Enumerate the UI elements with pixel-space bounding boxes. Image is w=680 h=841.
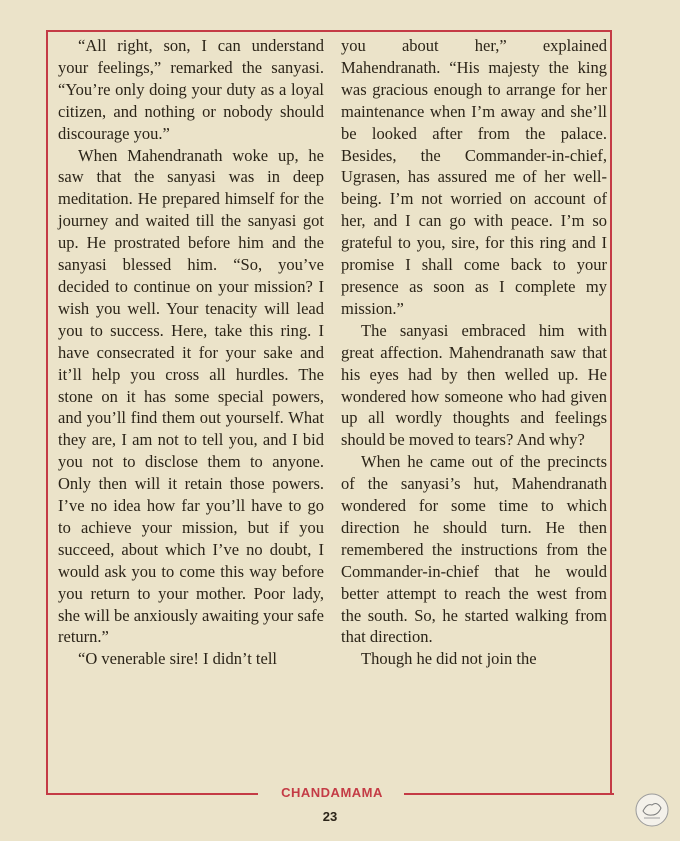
paragraph: “All right, son, I can understand your feelings,” remarked the sanyasi. “You’re only doing your duty as a loyal citizen, and nothing or nobody should discourage you.” <box>58 36 324 143</box>
right-text-column <box>341 35 607 670</box>
footer-rule-left <box>46 793 258 795</box>
magazine-name: CHANDAMAMA <box>281 785 383 800</box>
paragraph: “O venerable sire! I didn’t tell <box>78 649 277 669</box>
paragraph: When he came out of the precincts of the sanyasi’s hut, Mahendranath wondered for some time to which direction he should turn. He then remembered the instructions from the Commander-in-chief that he would better attempt to reach the west from the south. So, he started walking from that direction. <box>341 452 607 647</box>
page-number: 23 <box>322 809 338 824</box>
library-stamp-icon <box>634 792 670 828</box>
paragraph: Though he did not join the <box>361 649 537 669</box>
paragraph: The sanyasi embraced him with great affection. Mahendranath saw that his eyes had by then welled up. He wondered how someone who had given up all wordly thoughts and feelings should be moved to tears? And why? <box>341 320 607 450</box>
paragraph: you about her,” explained Mahendranath. “His majesty the king was gracious enough to arrange for her maintenance when I’m away and she’ll be looked after from the palace. Besides, the Commander-in-chief, Ugrasen, has assured me of her well-being. I’m not worried on account of her, and I can go with peace. I’m so grateful to you, sire, for this ring and I promise I shall come back to your presence as soon as I complete my mission.” <box>341 36 607 318</box>
footer-rule-right <box>404 793 614 795</box>
paragraph: When Mahendranath woke up, he saw that the sanyasi was in deep meditation. He prepared himself for the journey and waited till the sanyasi got up. He prostrated before him and the sanyasi blessed him. “So, you’ve decided to continue on your mission? I wish you well. Your tenacity will lead you to success. Here, take this ring. I have consecrated it for your sake and it’ll help you cross all hurdles. The stone on it has some special powers, and you’ll find them out yourself. What they are, I am not to tell you, and I bid you not to disclose them to anyone. Only then will it retain those powers. I’ve no idea how far you’ll have to go to achieve your mission, but if you succeed, about which I’ve no doubt, I would ask you to come this way before you return to your mother. Poor lady, she will be anxiously awaiting your safe return.” <box>58 145 324 647</box>
left-text-column <box>58 35 324 670</box>
